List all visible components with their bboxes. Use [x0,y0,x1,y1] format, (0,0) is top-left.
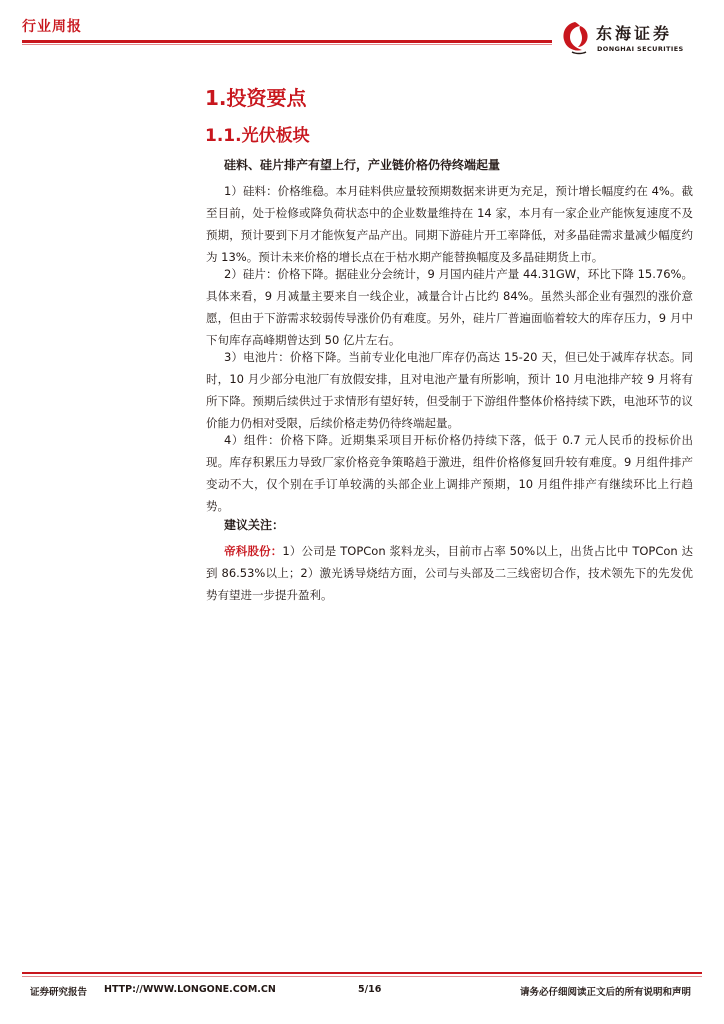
heading-level-2: 1.1.光伏板块 [205,126,310,146]
paragraph-text: 2）硅片：价格下降。据硅业分会统计，9 月国内硅片产量 44.31GW，环比下降 15.76%。具体来看，9 月减量主要来自一线企业，减量合计占比约 84%。虽然头部企业有强烈的涨价意愿，但由于下游需求较弱传导涨价仍有难度。另外，硅片厂普遍面临着较大的库存压力，9 月中下旬库存高峰期曾达到 50 亿片左右。 [206,267,693,347]
recommend-text: 1）公司是 TOPCon 浆料龙头，目前市占率 50%以上，出货占比中 TOPCon 达到 86.53%以上；2）激光诱导烧结方面，公司与头部及二三线密切合作，技术领先下的先发优势有望进一步提升盈利。 [206,544,694,602]
header-rule [22,40,552,43]
footer-disclaimer: 请务必仔细阅读正文后的所有说明和声明 [520,987,692,998]
recommend-company: 帝科股份： [224,544,283,558]
footer-url-link[interactable]: HTTP://WWW.LONGONE.COM.CN [104,984,276,995]
paragraph-text: 4）组件：价格下降。近期集采项目开标价格仍持续下落，低于 0.7 元人民币的投标价出现。库存积累压力导致厂家价格竞争策略趋于激进，组件价格修复回升较有难度。9 月组件排产变动不大，仅个别在手订单较满的头部企业上调排产预期，10 月组件排产有继续环比上行趋势。 [206,433,693,513]
paragraph-wafer [206,263,693,351]
heading-level-1: 1.投资要点 [205,86,307,110]
donghai-logo [558,18,708,58]
page-number: 5/16 [358,984,382,995]
paragraph-module [206,429,693,517]
paragraph-cell [206,346,693,434]
logo-english-text: DONGHAI SECURITIES [597,45,684,53]
footer-rule [22,972,702,974]
paragraph-recommendation [206,540,693,606]
paragraph-text: 1）硅料：价格维稳。本月硅料供应量较预期数据来讲更为充足，预计增长幅度约在 4%。截至目前，处于检修或降负荷状态中的企业数量维持在 14 家，本月有一家企业产能恢复速度不及预期，预计要到下月才能恢复产品产出。同期下游硅片开工率降低，对多晶硅需求量减少幅度约为 13%。预计未来价格的增长点在于枯水期产能替换幅度及多晶硅期货上市。 [206,184,693,264]
section-tag: 行业周报 [22,19,82,35]
footer-report-label: 证券研究报告 [30,987,88,998]
paragraph-text: 3）电池片：价格下降。当前专业化电池厂库存仍高达 15-20 天，但已处于减库存状态。同时，10 月少部分电池厂有放假安排，且对电池产量有所影响，预计 10 月电池排产较 9 月将有所下降。预期后续供过于求情形有望好转，但受制于下游组件整体价格持续下跌，电池环节的议价能力仍相对受限，后续价格走势仍待终端起量。 [206,350,693,430]
footer-rule-thin [22,976,702,977]
phoenix-logo-icon [558,18,592,56]
paragraph-polysilicon [206,180,693,268]
header-rule-thin [22,44,552,45]
logo-chinese-text: 东海证券 [596,24,673,43]
recommend-title: 建议关注： [224,518,285,532]
section-subheading: 硅料、硅片排产有望上行，产业链价格仍待终端起量 [224,158,501,172]
